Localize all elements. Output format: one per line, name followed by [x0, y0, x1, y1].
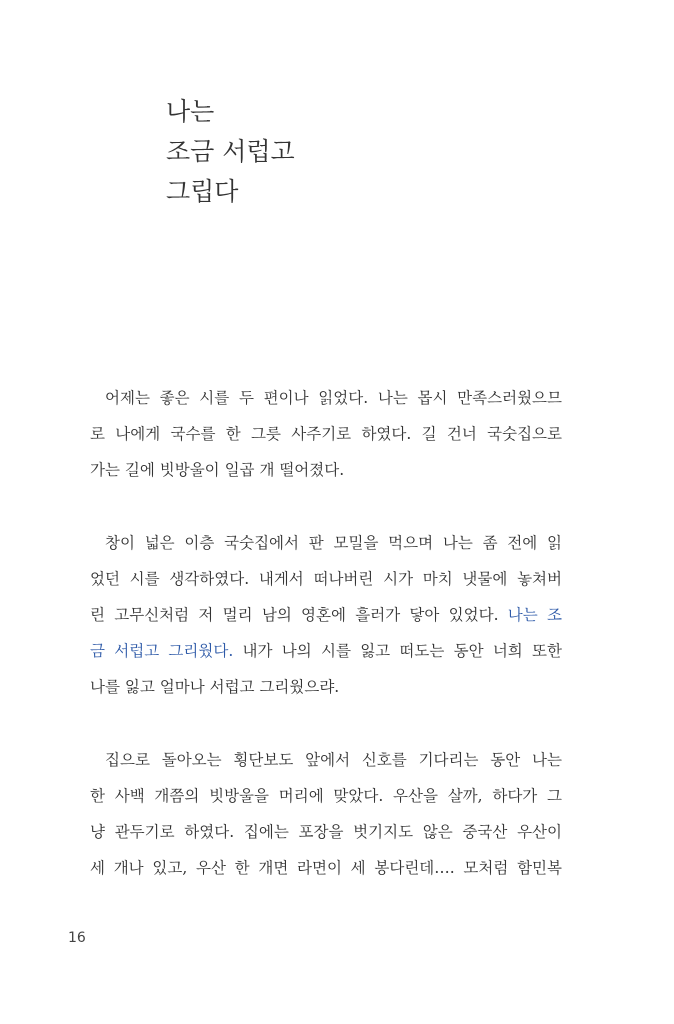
paragraph-3: [90, 742, 562, 886]
title-line-3: 그립다: [166, 177, 239, 206]
page-number: 16: [68, 930, 86, 946]
paragraph-line: 집으로 돌아오는 횡단보도 앞에서 신호를 기다리는 동안 나는: [105, 751, 562, 769]
highlighted-text: 나는 조: [507, 606, 562, 624]
title-line-1: 나는: [166, 97, 215, 126]
paragraph-line: 냥 관두기로 하였다. 집에는 포장을 벗기지도 않은 중국산 우산이: [90, 823, 562, 841]
paragraph-line: 로 나에게 국수를 한 그릇 사주기로 하였다. 길 건너 국숫집으로: [90, 425, 562, 443]
paragraph-2: [90, 525, 562, 705]
paragraph-line: 었던 시를 생각하였다. 내게서 떠나버린 시가 마치 냇물에 놓쳐버: [90, 570, 562, 588]
title-line-2: 조금 서럽고: [166, 137, 295, 166]
highlighted-text: 금 서럽고 그리웠다.: [90, 642, 234, 660]
paragraph-1: [90, 380, 562, 488]
paragraph-line: 가는 길에 빗방울이 일곱 개 떨어졌다.: [90, 461, 345, 479]
paragraph-line: 어제는 좋은 시를 두 편이나 읽었다. 나는 몹시 만족스러웠으므: [105, 389, 562, 407]
paragraph-line-with-highlight: [90, 597, 562, 633]
paragraph-line: 한 사백 개쯤의 빗방울을 머리에 맞았다. 우산을 살까, 하다가 그: [90, 787, 562, 805]
paragraph-line: 나를 잃고 얼마나 서럽고 그리웠으랴.: [90, 678, 340, 696]
paragraph-text: 내가 나의 시를 잃고 떠도는 동안 너희 또한: [233, 642, 562, 660]
paragraph-line: 창이 넓은 이층 국숫집에서 판 모밀을 먹으며 나는 좀 전에 읽: [105, 534, 562, 552]
poem-title: [166, 92, 295, 212]
paragraph-text: 린 고무신처럼 저 멀리 남의 영혼에 흘러가 닿아 있었다.: [90, 606, 499, 624]
paragraph-line-with-highlight: [90, 633, 562, 669]
paragraph-line: 세 개나 있고, 우산 한 개면 라면이 세 봉다린데…. 모처럼 함민복: [90, 859, 562, 877]
